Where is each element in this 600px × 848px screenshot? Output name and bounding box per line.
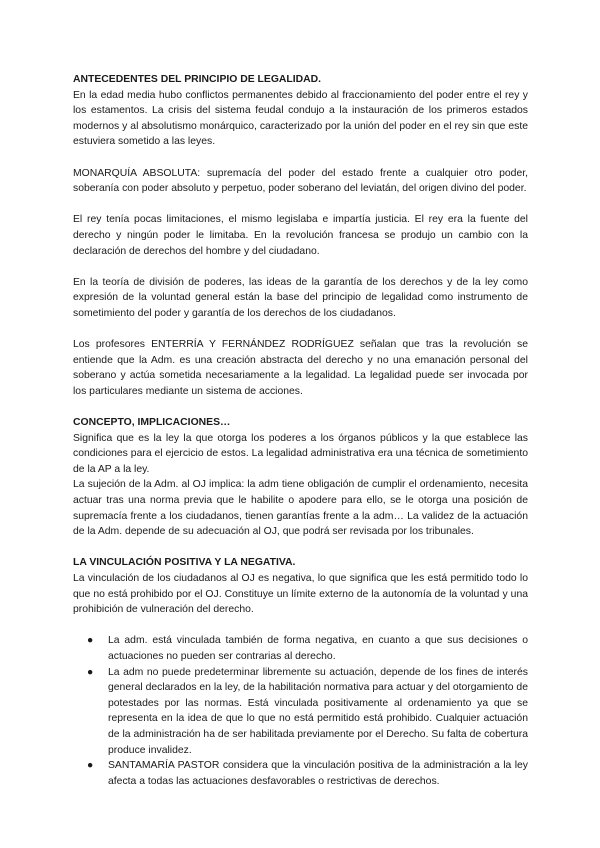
heading-antecedentes: ANTECEDENTES DEL PRINCIPIO DE LEGALIDAD. — [73, 74, 322, 85]
list-item — [73, 665, 528, 759]
bullet-list — [73, 633, 528, 789]
bullet-icon: ● — [87, 666, 94, 678]
heading-concepto: CONCEPTO, IMPLICACIONES… — [73, 417, 231, 429]
list-item-text: La adm. está vinculada también de forma negativa, en cuanto a que sus decisiones o actuaciones no pueden ser contrarias al derecho. — [108, 635, 528, 662]
list-item-text: SANTAMARÍA PASTOR considera que la vinculación positiva de la administración a la ley afecta a todas las actuaciones desfavorables o restrictivas de derechos. — [108, 760, 528, 787]
paragraph-monarquia-absoluta: MONARQUÍA ABSOLUTA: supremacía del poder del estado frente a cualquier otro poder, soberanía con poder absoluto y perpetuo, poder soberano del leviatán, del origen divino del poder. — [73, 167, 528, 195]
paragraph-antecedentes-1: En la edad media hubo conflictos permanentes debido al fraccionamiento del poder entre el rey y los estamentos. La crisis del sistema feudal condujo a la instauración de los primeros estados modernos y al absolutismo monárquico, caracterizado por la unión del poder en el rey sin que este estuviera sometido a las leyes. — [73, 89, 528, 148]
document-page — [73, 72, 528, 789]
heading-vinculacion: LA VINCULACIÓN POSITIVA Y LA NEGATIVA. — [73, 557, 296, 569]
paragraph-concepto-2: La sujeción de la Adm. al OJ implica: la adm tiene obligación de cumplir el ordenamiento, necesita actuar tras una norma previa que le habilite o apodere para ello, se le otorga una posición de supremacía frente a los ciudadanos, tienen garantías frente a la adm… La validez de la actuación de la Adm. depende de su adecuación al OJ, que podrá ser revisada por los tribunales. — [73, 479, 528, 538]
paragraph-rey-limitaciones: El rey tenía pocas limitaciones, el mismo legislaba e impartía justicia. El rey era la fuente del derecho y ningún poder le limitaba. En la revolución francesa se produjo un cambio con la declaración de derechos del hombre y del ciudadano. — [73, 214, 528, 257]
bullet-icon: ● — [87, 635, 94, 647]
list-item — [73, 758, 528, 789]
paragraph-vinculacion-1: La vinculación de los ciudadanos al OJ es negativa, lo que significa que les está permitido todo lo que no está prohibido por el OJ. Constituye un límite externo de la autonomía de la voluntad y una prohibición de vulneración del derecho. — [73, 573, 528, 616]
list-item-text: La adm no puede predeterminar libremente su actuación, depende de los fines de interés general declarados en la ley, de la habilitación normativa para actuar y del otorgamiento de potestades por las normas. Está vinculada positivamente al ordenamiento ya que se representa en la idea de que lo que no está permitido está prohibido. Cualquier actuación de la administración ha de ser habilitada previamente por el Derecho. Su falta de cobertura produce invalidez. — [108, 666, 528, 756]
paragraph-concepto-1: Significa que es la ley la que otorga los poderes a los órganos públicos y la que establece las condiciones para el ejercicio de estos. La legalidad administrativa era una técnica de sometimiento de la AP a la ley. — [73, 432, 528, 475]
paragraph-division-poderes: En la teoría de división de poderes, las ideas de la garantía de los derechos y de la ley como expresión de la voluntad general están la base del principio de legalidad como instrumento de sometimiento del poder y garantía de los derechos de los ciudadanos. — [73, 276, 528, 319]
list-item — [73, 633, 528, 664]
paragraph-enterria: Los profesores ENTERRÍA Y FERNÁNDEZ RODRÍGUEZ señalan que tras la revolución se entiende que la Adm. es una creación abstracta del derecho y no una emanación personal del soberano y actúa sometida necesariamente a la legalidad. La legalidad puede ser invocada por los particulares mediante un sistema de acciones. — [73, 339, 528, 397]
bullet-icon: ● — [87, 760, 94, 772]
